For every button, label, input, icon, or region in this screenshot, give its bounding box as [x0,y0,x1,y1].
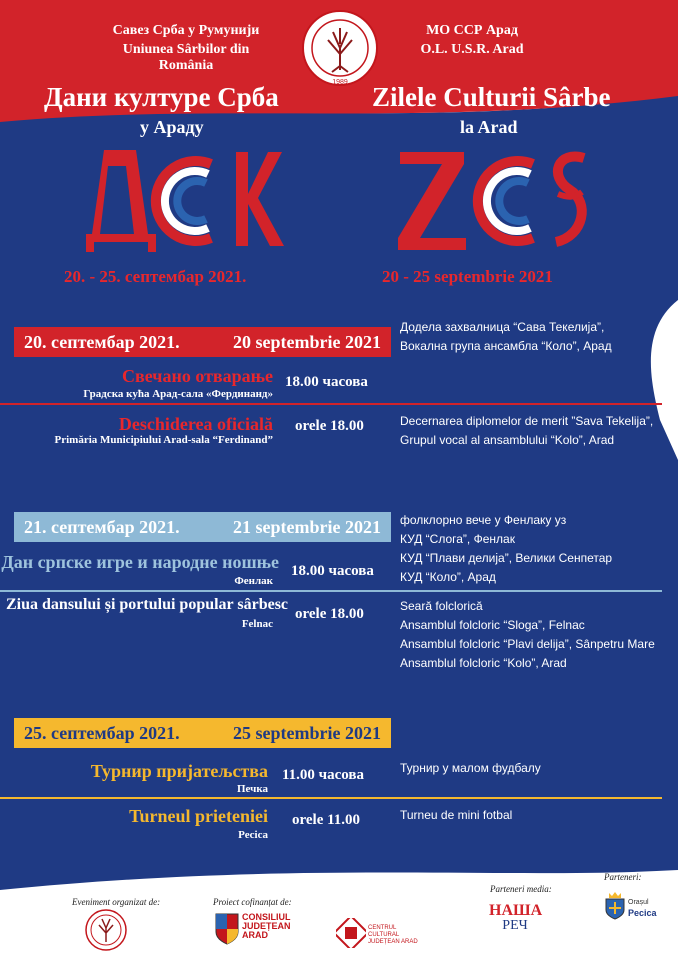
day1-event-title-ro: Deschiderea oficială [118,414,273,434]
dates-serbian: 20. - 25. септембар 2021. [64,267,247,286]
day2-date-ro: 21 septembrie 2021 [233,516,381,537]
day3-date-bar [14,718,391,748]
media-partners-label: Parteneri media: [490,884,552,894]
nasa-rec-logo [489,903,541,933]
day1-desc-ro-line: Decernarea diplomelor de merit ”Sava Tekelija”, [400,414,654,428]
header-left-block [96,23,276,74]
day1-date-ro: 20 septembrie 2021 [233,331,381,352]
subtitle-serbian: у Араду [140,117,204,137]
day2-desc-sr [400,511,612,587]
day1-event-time-ro: orele 18.00 [295,418,364,434]
town-line1: Orașul [628,899,649,906]
day3-date-ro: 25 septembrie 2021 [233,722,381,743]
media-logo-line1: НАША [489,902,543,919]
day1-event-place-sr: Градска кућа Арад-сала «Фердинанд» [83,388,273,400]
title-romanian: Zilele Culturii Sârbe [372,82,611,112]
day1-desc-ro-line: Grupul vocal al ansamblului “Kolo”, Arad [400,433,615,447]
emblem-year: 1989 [332,79,348,86]
day3-desc-sr [400,759,541,778]
day2-date-bar [14,512,391,542]
cofinanced-label: Proiect cofinanțat de: [213,897,292,907]
dks-logo [86,146,286,258]
day3-event-place-sr: Печка [236,783,268,795]
day2-desc-sr-line: КУД “Плави делија”, Велики Сенпетар [400,551,613,565]
day2-event-place-ro: Felnac [241,618,273,630]
organizer-emblem-icon [84,908,128,952]
title-serbian: Дани културе Срба [44,82,279,112]
header-left-line1: Савез Срба у Румунији [112,23,260,38]
day1-desc-ro [400,412,653,450]
day1-date-bar [14,327,391,357]
header-right-line1: МО ССР Арад [426,23,518,38]
town-line2: Pecica [628,908,657,918]
day2-desc-sr-line: КУД “Коло”, Арад [400,570,496,584]
day2-divider [0,590,662,592]
day1-desc-sr-line: Вокална група ансамбла “Коло”, Арад [400,339,612,353]
zcs-logo [398,146,598,258]
union-emblem [300,8,380,88]
day3-event-place-ro: Pecica [238,829,268,841]
day3-event-time-ro: orele 11.00 [292,812,361,828]
county-line3: ARAD [242,930,268,940]
county-council-logo [242,913,291,940]
cultural-center-name: CENTRUL CULTURAL JUDEȚEAN ARAD [368,925,418,945]
day3-event-title-sr: Турнир пријатељства [90,761,268,781]
header-right-block [398,23,546,58]
day1-event-time-sr: 18.00 часова [285,374,368,390]
day2-desc-sr-line: КУД “Слога”, Фенлак [400,532,515,546]
subtitle-romanian: la Arad [460,117,518,137]
day3-date-sr: 25. септембар 2021. [24,722,180,743]
day2-desc-ro-line: Ansamblul folcloric “Sloga”, Felnac [400,618,585,632]
header-right-line2: O.L. U.S.R. Arad [420,42,524,57]
media-logo-line2: РЕЧ [502,918,528,933]
day2-desc-ro [400,597,655,673]
day2-desc-ro-line: Seară folclorică [400,599,483,613]
day1-event-place-ro: Primăria Municipiului Arad-sala “Ferdinand” [54,434,273,446]
organizer-label: Eveniment organizat de: [72,897,161,907]
day1-divider [0,403,662,405]
day3-desc-ro [400,806,512,825]
day2-desc-sr-line: фолклорно вече у Фенлаку уз [400,513,567,527]
county-line1: CONSILIUL [242,912,291,922]
day2-event-title-ro: Ziua dansului și portului popular sârbesc [6,596,289,613]
day1-event-title-sr: Свечано отварање [122,366,273,386]
cultural-center-logo-icon [336,918,366,948]
day1-desc-sr [400,318,612,356]
county-coat-of-arms-icon [214,912,240,946]
day3-desc-sr-line: Турнир у малом фудбалу [400,761,541,775]
dates-romanian: 20 - 25 septembrie 2021 [382,267,553,286]
day2-desc-ro-line: Ansamblul folcloric “Kolo”, Arad [400,656,567,670]
day3-event-title-ro: Turneul prieteniei [129,806,268,826]
day3-desc-ro-line: Turneu de mini fotbal [400,808,513,822]
partners-label: Parteneri: [604,872,642,882]
county-line2: JUDEȚEAN [242,921,291,931]
day3-divider [0,797,662,799]
day2-date-sr: 21. септембар 2021. [24,516,180,537]
day2-event-place-sr: Фенлак [234,575,273,587]
pecica-town-logo [628,898,657,918]
day1-date-sr: 20. септембар 2021. [24,331,180,352]
pecica-coat-of-arms-icon [604,890,626,920]
header-left-line2: Uniunea Sârbilor din România [122,42,250,73]
day2-event-time-sr: 18.00 часова [291,563,374,579]
day1-desc-sr-line: Додела захвалница “Сава Текелија”, [400,320,605,334]
day2-desc-ro-line: Ansamblul folcloric “Plavi delija”, Sânpetru Mare [400,637,655,651]
day2-event-time-ro: orele 18.00 [295,606,364,622]
day3-event-time-sr: 11.00 часова [282,767,365,783]
day2-event-title-sr: Дан српске игре и народне ношње [1,552,279,572]
